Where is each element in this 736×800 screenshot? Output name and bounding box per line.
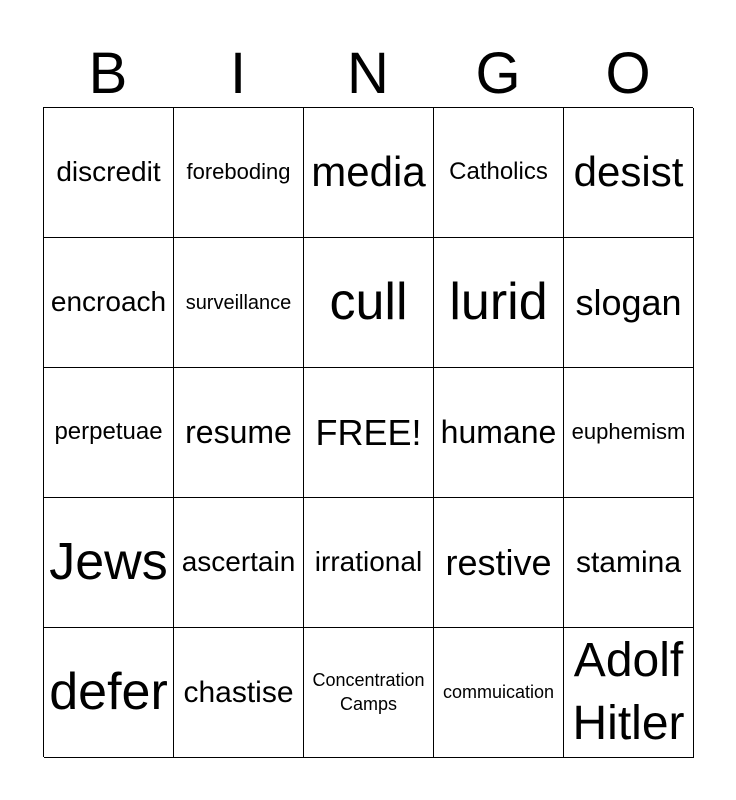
cell-word: resume (185, 413, 292, 450)
cell-word: cull (329, 272, 408, 331)
cell-word: encroach (50, 286, 167, 318)
cell-word: irrational (314, 546, 423, 578)
cell-word: discredit (56, 156, 161, 188)
cell-word: Catholics (449, 158, 548, 186)
bingo-cell[interactable] (434, 238, 564, 368)
free-space-label: FREE! (315, 411, 422, 453)
cell-word: Jews (49, 532, 168, 591)
cell-word: Concentration Camps (312, 670, 425, 714)
cell-word: surveillance (185, 291, 292, 314)
bingo-cell[interactable] (44, 628, 174, 758)
cell-word: chastise (183, 676, 294, 709)
cell-word: ascertain (181, 546, 296, 578)
cell-word: desist (573, 148, 684, 196)
bingo-cell[interactable] (564, 368, 694, 498)
cell-word: commuication (442, 681, 555, 702)
header-letter-i: I (229, 41, 247, 106)
cell-word: perpetuae (54, 418, 163, 446)
cell-word: euphemism (571, 419, 686, 445)
cell-word: foreboding (186, 159, 291, 185)
bingo-cell[interactable] (304, 108, 434, 238)
bingo-cell[interactable] (564, 498, 694, 628)
bingo-cell[interactable] (434, 108, 564, 238)
bingo-board (43, 107, 693, 757)
cell-word: media (311, 148, 426, 196)
bingo-cell[interactable] (304, 498, 434, 628)
bingo-cell[interactable] (564, 628, 694, 758)
cell-word: Adolf Hitler (572, 634, 685, 750)
bingo-cell[interactable] (44, 368, 174, 498)
bingo-cell[interactable] (174, 628, 304, 758)
cell-word: defer (49, 662, 168, 721)
bingo-cell[interactable] (434, 368, 564, 498)
bingo-cell[interactable] (44, 238, 174, 368)
bingo-cell[interactable] (304, 238, 434, 368)
bingo-cell[interactable] (44, 498, 174, 628)
bingo-cell[interactable] (434, 628, 564, 758)
header-letter-n: N (347, 41, 389, 106)
cell-word: humane (440, 413, 557, 450)
bingo-cell[interactable] (304, 628, 434, 758)
cell-word: restive (445, 541, 552, 583)
cell-word: slogan (575, 281, 682, 323)
bingo-cell-free[interactable] (304, 368, 434, 498)
bingo-cell[interactable] (434, 498, 564, 628)
bingo-cell[interactable] (564, 108, 694, 238)
bingo-cell[interactable] (564, 238, 694, 368)
bingo-cell[interactable] (44, 108, 174, 238)
cell-word: lurid (449, 272, 548, 331)
bingo-cell[interactable] (174, 238, 304, 368)
bingo-cell[interactable] (174, 368, 304, 498)
header-letter-o: O (605, 41, 651, 106)
bingo-cell[interactable] (174, 108, 304, 238)
bingo-header (43, 40, 693, 108)
header-letter-g: G (475, 41, 521, 106)
header-letter-b: B (88, 41, 128, 106)
bingo-cell[interactable] (174, 498, 304, 628)
cell-word: stamina (575, 546, 682, 579)
